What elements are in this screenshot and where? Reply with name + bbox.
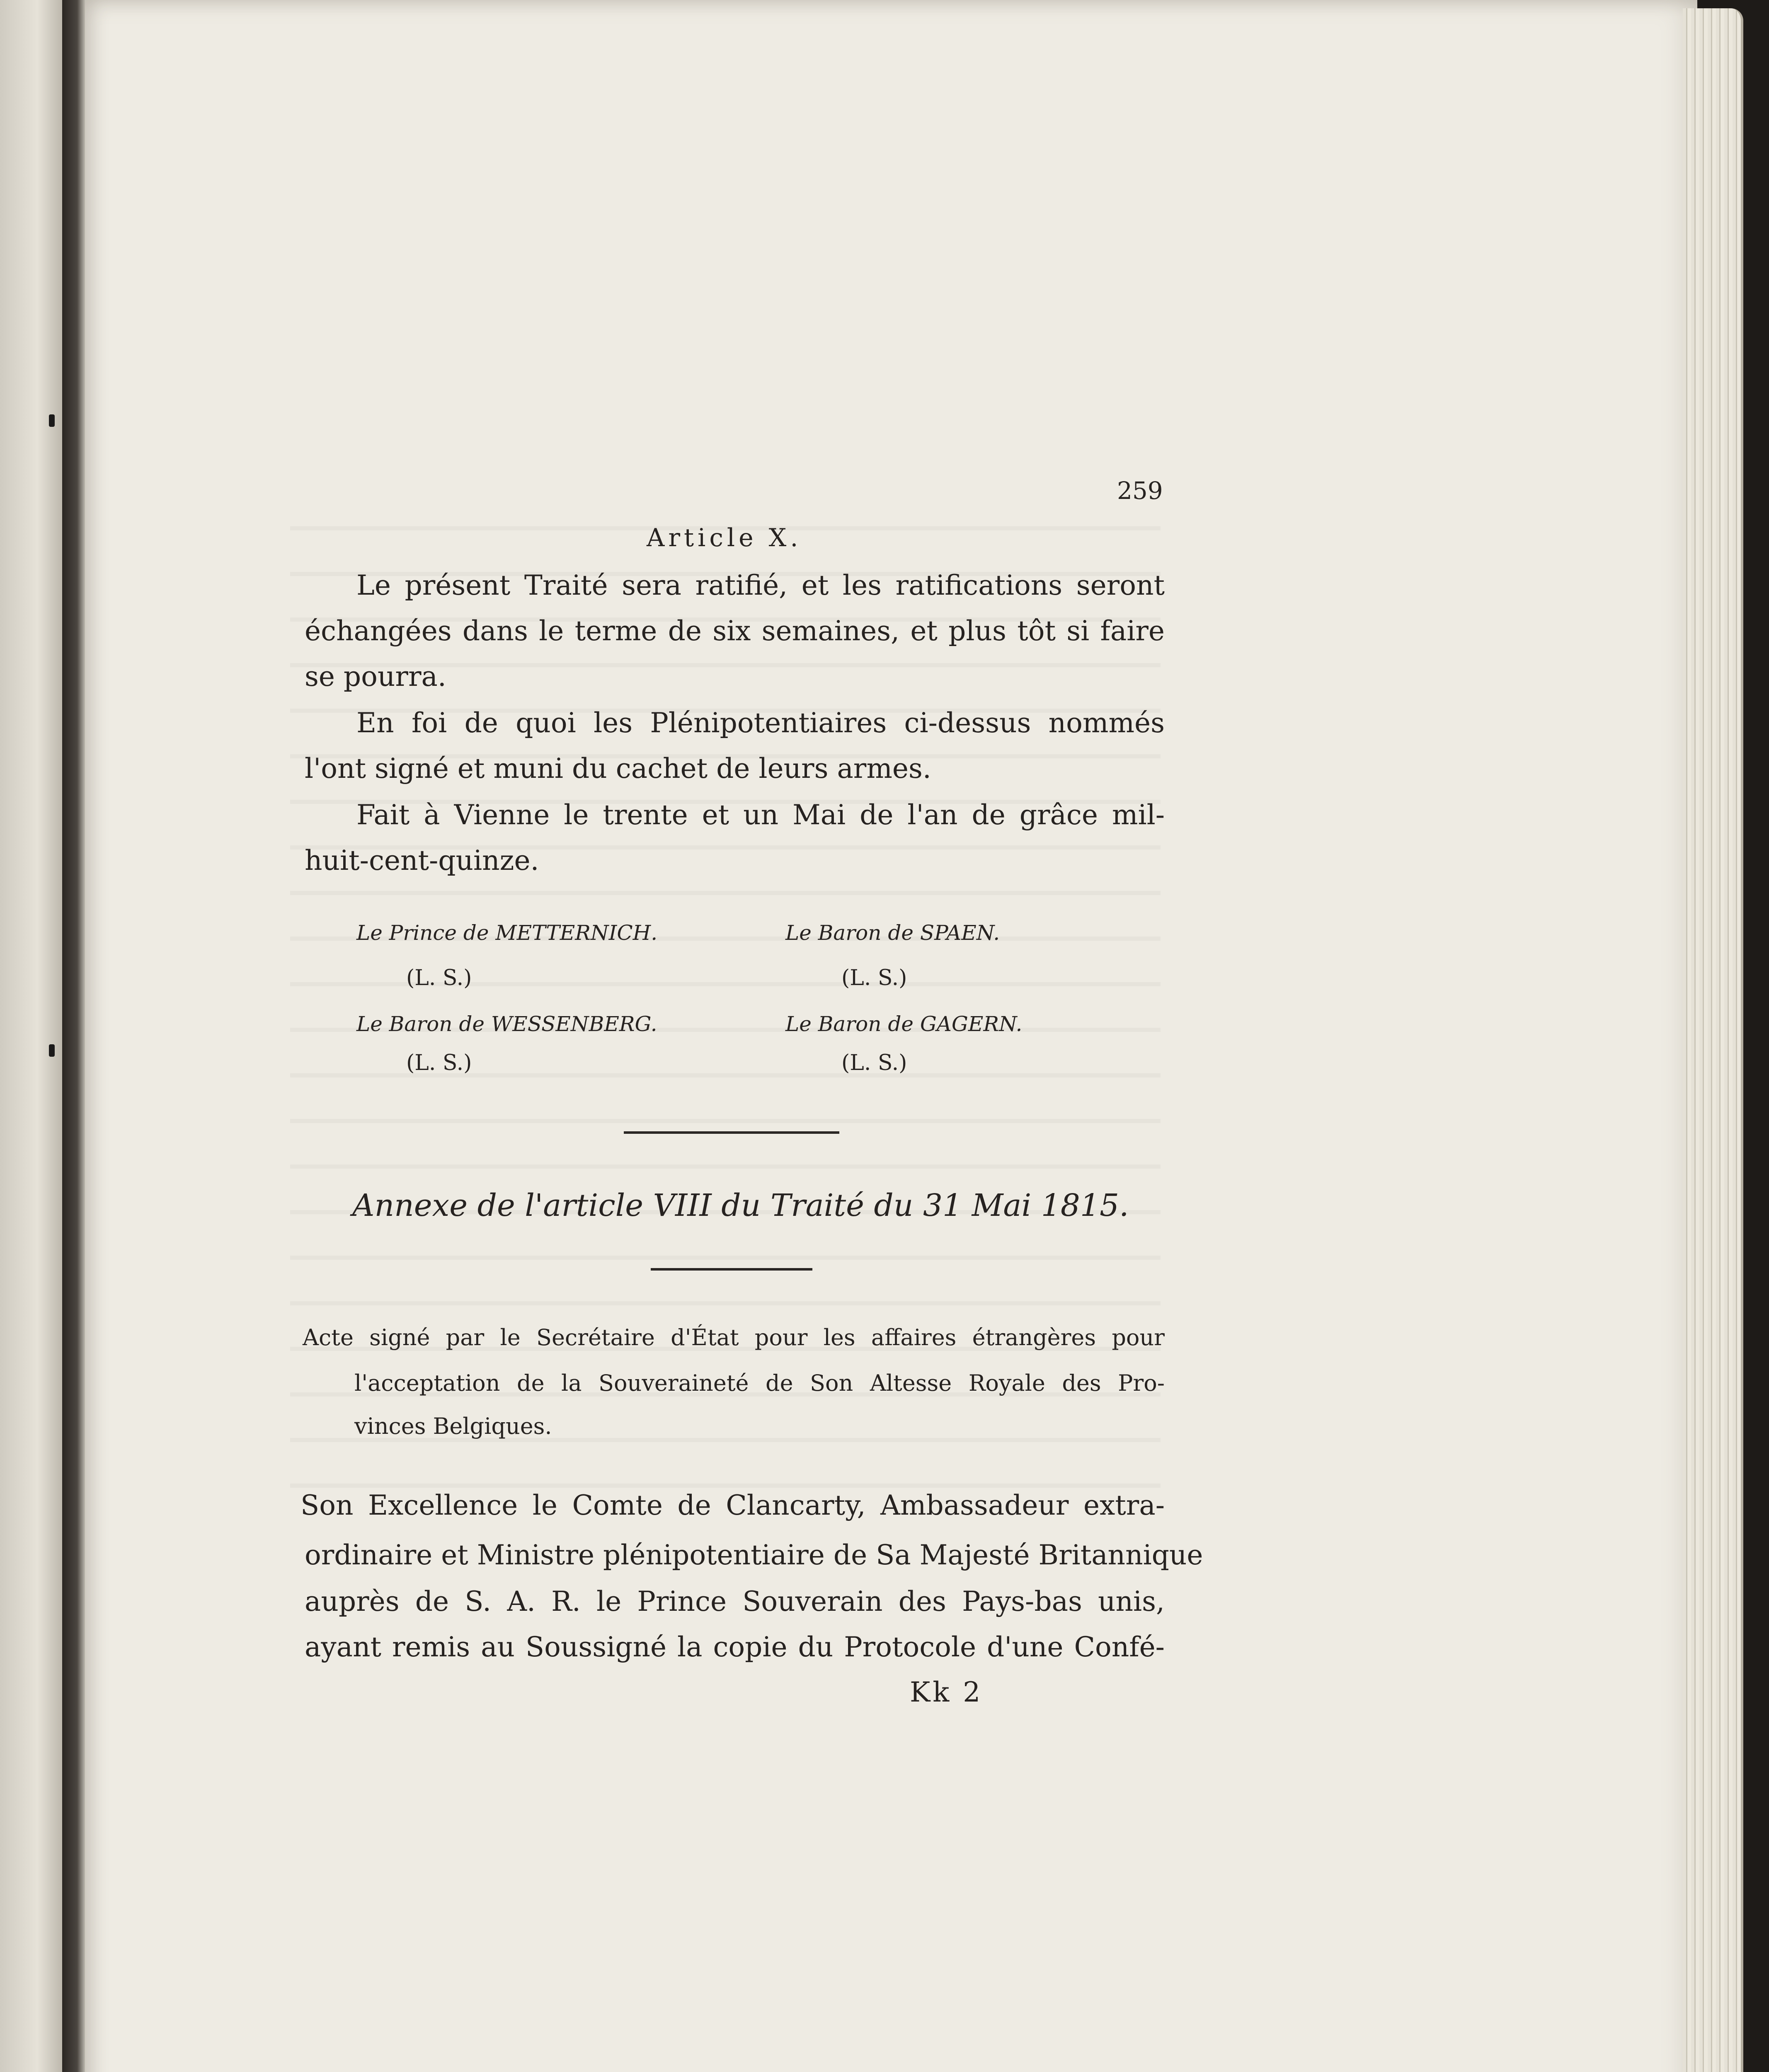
binding-mark [49, 1044, 55, 1057]
left-page-edge [0, 0, 62, 2072]
divider-rule [624, 1131, 839, 1134]
seal-gagern: (L. S.) [841, 1051, 907, 1075]
body-line: auprès de S. A. R. le Prince Souverain des Pays-bas unis, [305, 1585, 1165, 1617]
signature-spaen: Le Baron de SPAEN. [785, 921, 1000, 945]
divider-rule [651, 1268, 812, 1271]
summary-line: vinces Belgiques. [354, 1413, 552, 1439]
binding-mark [49, 414, 55, 427]
paragraph-line: En foi de quoi les Plénipotentiaires ci-dessus nommés [356, 707, 1165, 739]
article-heading: Article X. [647, 523, 802, 552]
paragraph-line: Le présent Traité sera ratifié, et les ratifications seront [356, 569, 1165, 601]
summary-line: Acte signé par le Secrétaire d'État pour les affaires étrangères pour [303, 1324, 1165, 1351]
book-gutter [62, 0, 87, 2072]
signature-gagern: Le Baron de GAGERN. [785, 1012, 1023, 1036]
paragraph-line: échangées dans le terme de six semaines, et plus tôt si faire [305, 615, 1165, 647]
seal-spaen: (L. S.) [841, 966, 907, 990]
summary-line: l'acceptation de la Souveraineté de Son Altesse Royale des Pro- [354, 1370, 1165, 1396]
signature-metternich: Le Prince de METTERNICH. [356, 921, 658, 945]
paragraph-line: l'ont signé et muni du cachet de leurs armes. [305, 753, 931, 784]
paragraph-line: Fait à Vienne le trente et un Mai de l'an de grâce mil- [356, 799, 1165, 831]
paragraph-line: se pourra. [305, 661, 446, 692]
page-fore-edge [1683, 8, 1743, 2072]
page-number: 259 [1117, 477, 1163, 505]
body-line: ayant remis au Soussigné la copie du Protocole d'une Confé- [305, 1631, 1165, 1663]
signature-wessenberg: Le Baron de WESSENBERG. [356, 1012, 657, 1036]
paragraph-line: huit-cent-quinze. [305, 845, 539, 876]
seal-metternich: (L. S.) [406, 966, 472, 990]
annex-title: Annexe de l'article VIII du Traité du 31 Mai 1815. [352, 1188, 1129, 1223]
seal-wessenberg: (L. S.) [406, 1051, 472, 1075]
signature-mark: Kk 2 [910, 1676, 983, 1708]
body-line: Son Excellence le Comte de Clancarty, Ambassadeur extra- [300, 1489, 1165, 1521]
body-line: ordinaire et Ministre plénipotentiaire de Sa Majesté Britannique [305, 1539, 1203, 1571]
